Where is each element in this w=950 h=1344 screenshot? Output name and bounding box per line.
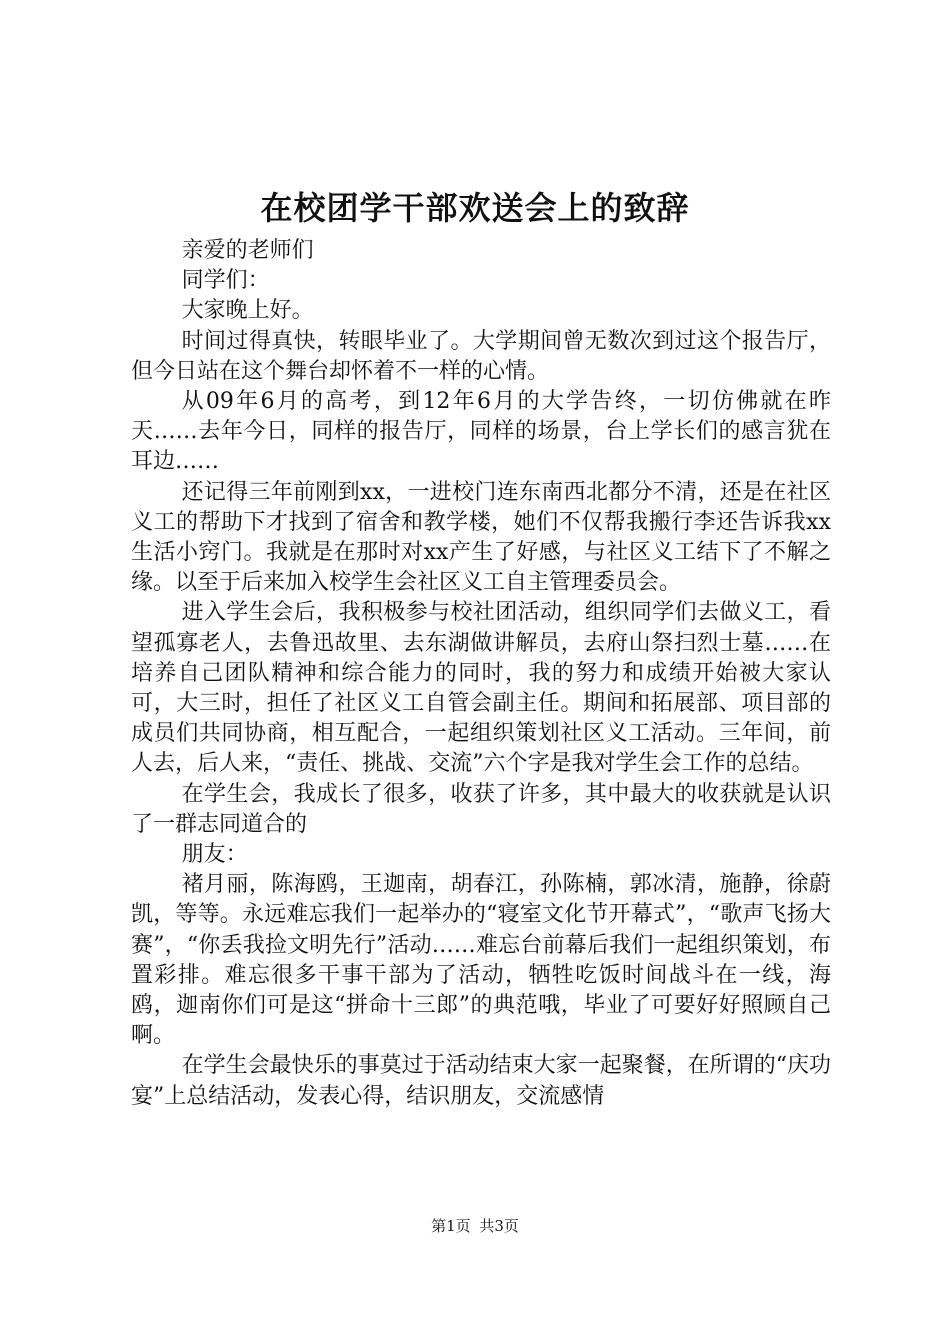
paragraph: 褚月丽，陈海鸥，王迦南，胡春江，孙陈楠，郭冰清，施静，徐蔚凯，等等。永远难忘我们一起举办的“寝室文化节开幕式”，“歌声飞扬大赛”，“你丢我捡文明先行”活动……难忘台前幕后我们一起组织策划，布置彩排。难忘很多干事干部为了活动，牺牲吃饭时间战斗在一线，海鸥，迦南你们可是这“拼命十三郎”的典范哦，毕业了可要好好照顾自己啊。	[131, 872, 831, 1049]
paragraph: 在学生会，我成长了很多，收获了许多，其中最大的收获就是认识了一群志同道合的	[131, 781, 831, 837]
paragraph: 在学生会最快乐的事莫过于活动结束大家一起聚餐，在所谓的“庆功宴”上总结活动，发表心得，结识朋友，交流感情	[131, 1053, 831, 1109]
page-footer	[0, 1216, 950, 1236]
salutation-students: 同学们：	[181, 268, 270, 294]
salutation-teachers: 亲爱的老师们	[181, 238, 314, 263]
document-body	[131, 236, 831, 1112]
paragraph: 从09年6月的高考，到12年6月的大学告终，一切仿佛就在昨天……去年今日，同样的报告厅，同样的场景，台上学长们的感言犹在耳边……	[131, 389, 831, 475]
page-number: 第1页	[431, 1217, 471, 1235]
greeting: 大家晚上好。	[181, 298, 314, 324]
paragraph: 朋友：	[181, 842, 248, 868]
paragraph: 时间过得真快，转眼毕业了。大学期间曾无数次到过这个报告厅，但今日站在这个舞台却怀着不一样的心情。	[131, 328, 831, 384]
page-title: 在校团学干部欢送会上的致辞	[260, 189, 690, 227]
paragraph: 进入学生会后，我积极参与校社团活动，组织同学们去做义工，看望孤寡老人，去鲁迅故里、去东湖做讲解员，去府山祭扫烈士墓……在培养自己团队精神和综合能力的同时，我的努力和成绩开始被大家认可，大三时，担任了社区义工自管会副主任。期间和拓展部、项目部的成员们共同协商，相互配合，一起组织策划社区义工活动。三年间，前人去，后人来，“责任、挑战、交流”六个字是我对学生会工作的总结。	[131, 600, 831, 777]
page-total: 共3页	[479, 1217, 519, 1235]
paragraph: 还记得三年前刚到xx，一进校门连东南西北都分不清，还是在社区义工的帮助下才找到了宿舍和教学楼，她们不仅帮我搬行李还告诉我xx生活小窍门。我就是在那时对xx产生了好感，与社区义工结下了不解之缘。以至于后来加入校学生会社区义工自主管理委员会。	[131, 479, 831, 596]
